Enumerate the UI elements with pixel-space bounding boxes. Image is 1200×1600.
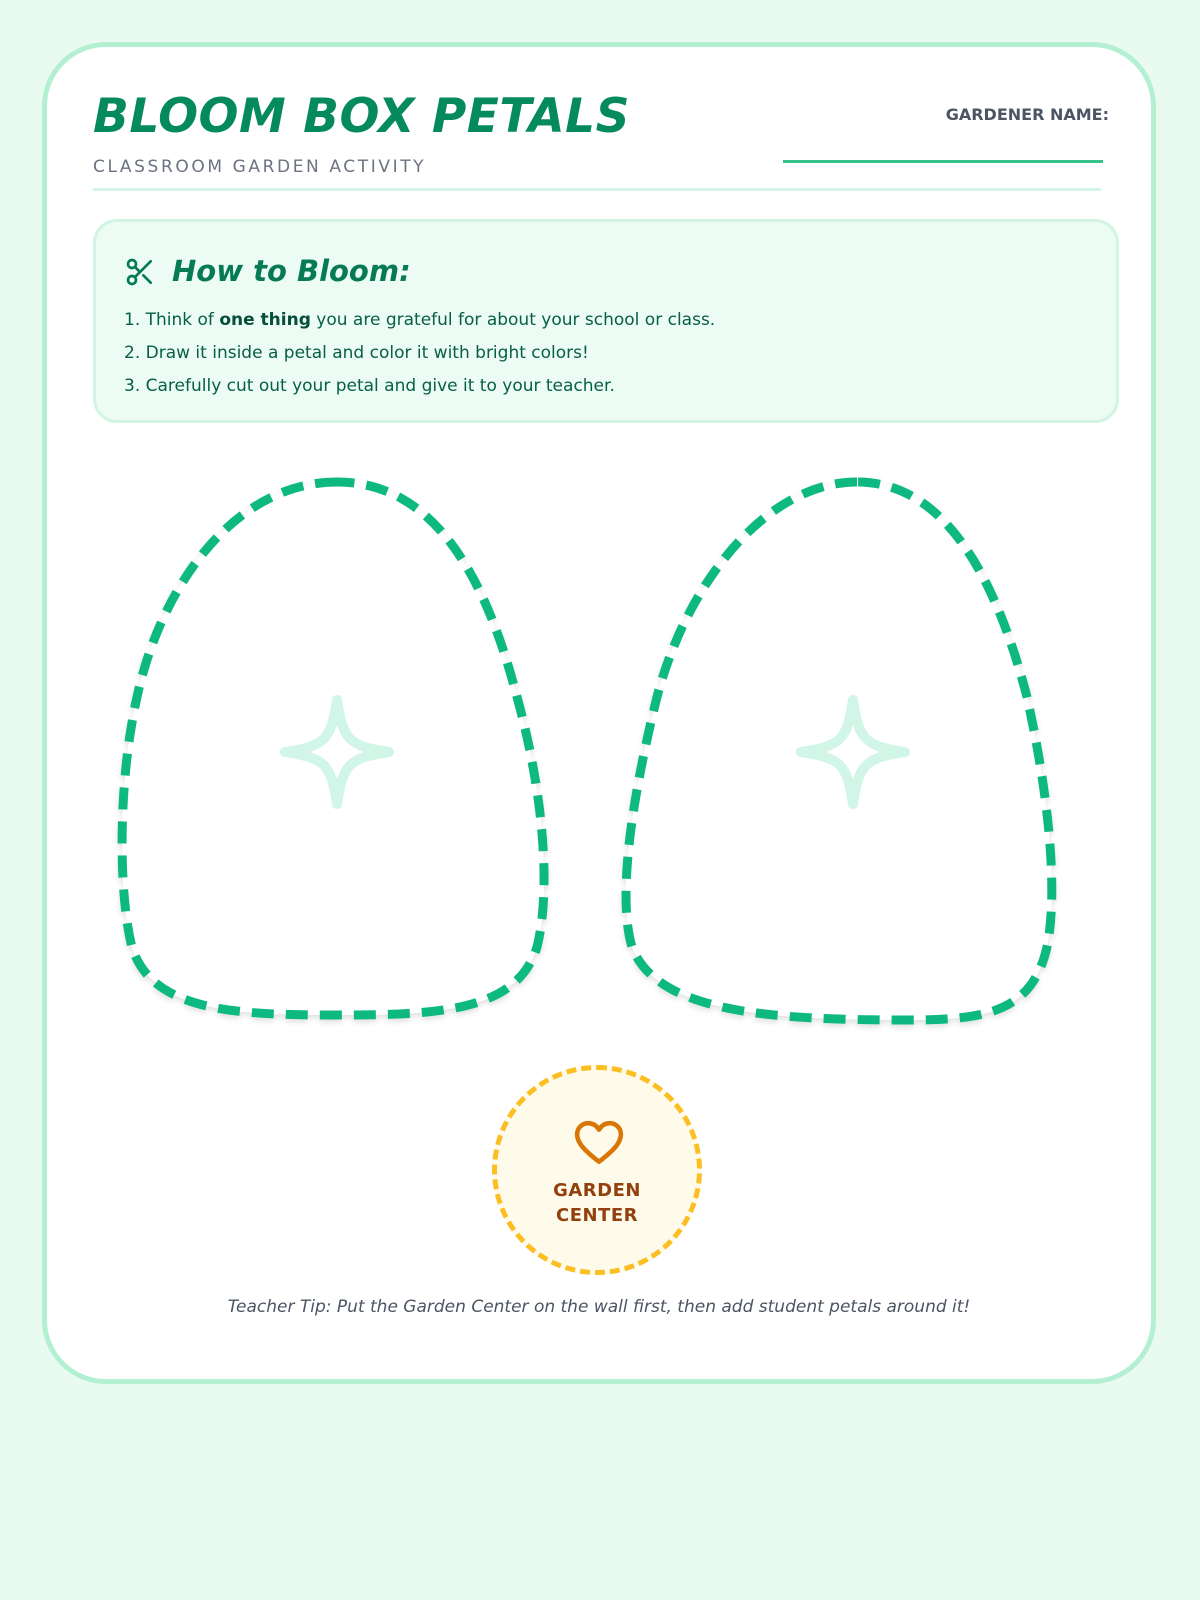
- instruction-step-1: 1. Think of one thing you are grateful for about your school or class.: [124, 310, 716, 330]
- teacher-tip: Teacher Tip: Put the Garden Center on the wall first, then add student petals around it!: [227, 1297, 971, 1317]
- garden-center-badge[interactable]: [492, 1065, 702, 1275]
- petal-right[interactable]: [626, 482, 1052, 1020]
- worksheet-card: [42, 42, 1156, 1384]
- instruction-step-3: 3. Carefully cut out your petal and give it to your teacher.: [124, 376, 615, 396]
- petal-right-outline: [626, 482, 1052, 1020]
- instructions-title: How to Bloom:: [172, 254, 411, 288]
- page-title: BLOOM BOX PETALS: [93, 89, 630, 144]
- gardener-name-label: GARDENER NAME:: [945, 105, 1109, 124]
- petal-left-outline: [122, 482, 544, 1015]
- instruction-step-2: 2. Draw it inside a petal and color it with bright colors!: [124, 343, 589, 363]
- petal-left[interactable]: [122, 482, 544, 1015]
- garden-center-label: GARDEN CENTER: [553, 1180, 641, 1226]
- heart-icon: [574, 1120, 624, 1166]
- petal-area: [47, 467, 1151, 1047]
- instructions-box: [93, 219, 1119, 423]
- scissors-icon: [124, 256, 156, 288]
- header-divider: [93, 188, 1101, 191]
- gardener-name-line[interactable]: [783, 160, 1103, 163]
- page-subtitle: CLASSROOM GARDEN ACTIVITY: [93, 157, 427, 177]
- instruction-steps: [124, 304, 715, 403]
